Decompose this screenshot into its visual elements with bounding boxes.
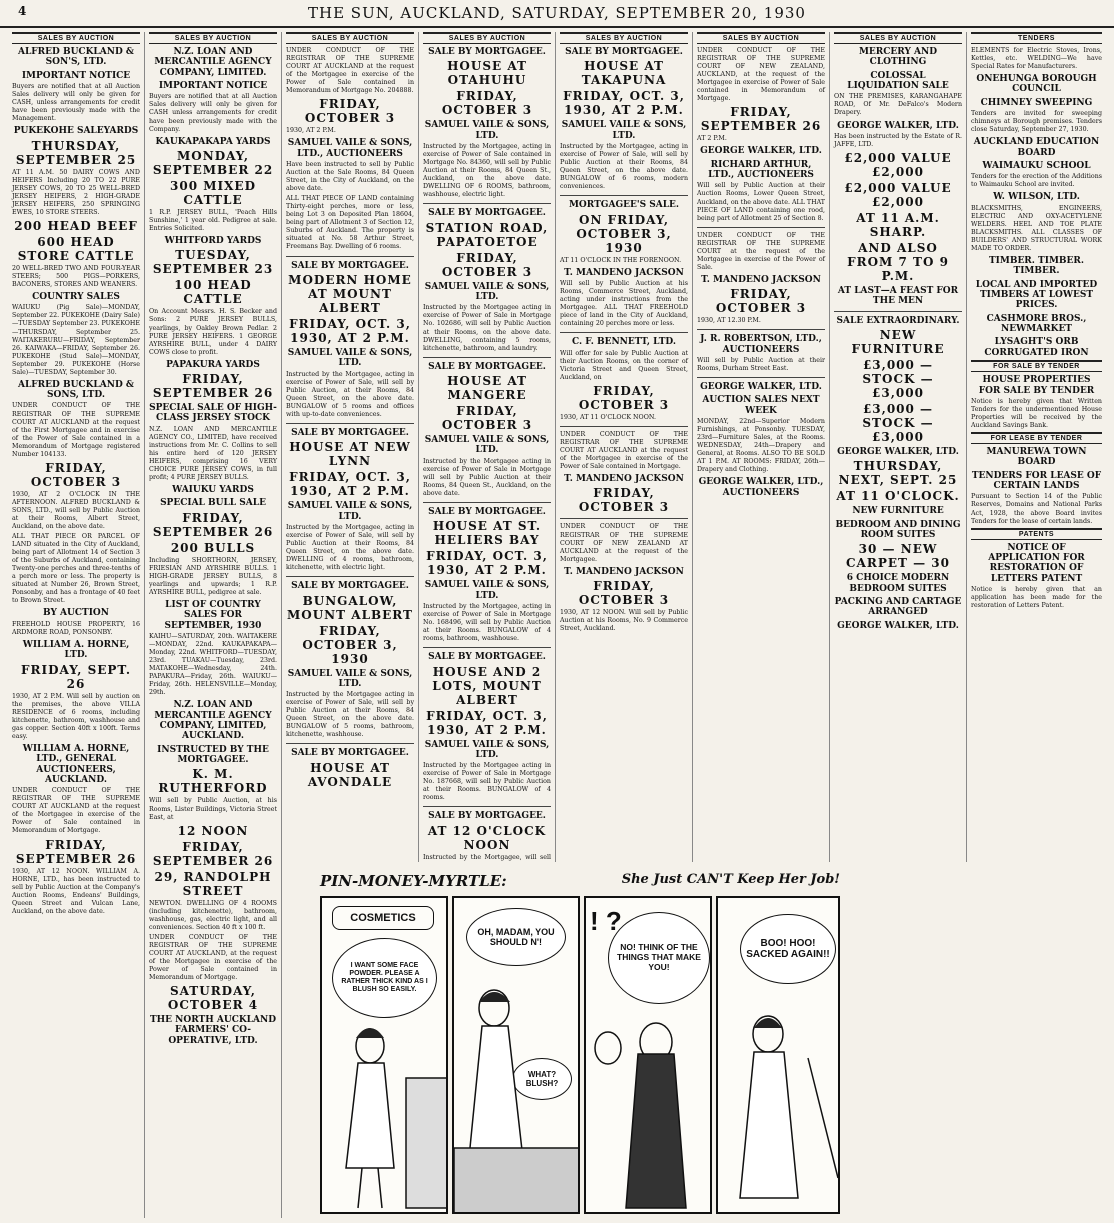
ad-body-text: Tenders are invited for sweeping chimneys at Borough premises. Tenders close Saturday, September 27, 1930. [971, 110, 1102, 134]
ad-display-line: HOUSE AT NEW LYNN [289, 440, 411, 469]
ad-body-text: Will sell by Public Auction at their Auction Rooms, Lower Queen Street, Auckland, on the above date. ALL THAT PIECE OF LAND containing one rood, being part of Allotment 25 of Section 8. [697, 182, 825, 222]
divider [286, 256, 414, 257]
section-header: SALES BY AUCTION [286, 32, 414, 44]
crying-girl-figure [718, 998, 840, 1213]
ad-body-text: Has been instructed by the Estate of R. JAFFE, LTD. [834, 132, 962, 148]
ad-heading: SALE BY MORTGAGEE. [291, 748, 409, 759]
ad-display-line: FRIDAY, OCTOBER 3 [441, 250, 533, 279]
ad-heading: ONEHUNGA BOROUGH COUNCIL [976, 74, 1097, 95]
divider [560, 195, 688, 196]
section-header: SALES BY AUCTION [560, 32, 688, 44]
ad-display-line: 200 BULLS [170, 540, 256, 555]
ad-display-line: AT 12 O'CLOCK NOON [427, 823, 547, 852]
ad-display-line: FRIDAY, SEPTEMBER 26 [700, 105, 822, 134]
ad-body-text: UNDER CONDUCT OF THE REGISTRAR OF THE SUPREME COURT OF NEW ZEALAND, AUCKLAND, at the request of the Mortgagee in exercise of Power of Sale contained in Memorandum of Mortgage. [697, 47, 825, 103]
ad-display-line: 30 — NEW CARPET — 30 [846, 542, 950, 571]
ad-body-text: N.Z. LOAN AND MERCANTILE AGENCY CO., LIMITED, have received instructions from Mr. C. Collins to sell his entire herd of 120 JERSEY HEIFERS, comprising 16 VERY CHOICE PURE JERSEY COWS, in full profit; 4 PURE JERSEY BULLS. [149, 425, 277, 482]
column-5 [556, 32, 693, 862]
ad-heading: SALE EXTRAORDINARY. [836, 315, 960, 326]
ad-heading: 6 CHOICE MODERN BEDROOM SUITES [846, 573, 950, 594]
section-header: SALES BY AUCTION [12, 32, 140, 44]
ad-body-text: UNDER CONDUCT OF THE REGISTRAR OF THE SUPREME COURT AT AUCKLAND, at the request of the Mortgagee in exercise of the Power of Sale contained in Memorandum of Mortgage. [149, 933, 277, 982]
shop-girl-figure [454, 968, 580, 1213]
ad-heading: N.Z. LOAN AND MERCANTILE AGENCY COMPANY, LIMITED. [154, 47, 272, 78]
ad-heading: MERCERY AND CLOTHING [858, 47, 938, 68]
ad-heading: CASHMORE BROS., NEWMARKET [986, 313, 1087, 335]
ad-heading: BEDROOM AND DINING ROOM SUITES [835, 519, 961, 541]
ad-heading: IMPORTANT NOTICE [158, 81, 268, 92]
divider [423, 203, 551, 204]
ad-heading: SAMUEL VAILE & SONS, LTD. [424, 120, 550, 141]
ad-display-line: AT 11 A.M. SHARP. [856, 210, 940, 239]
ad-heading: SAMUEL VAILE & SONS, LTD. [424, 739, 550, 760]
manager-figure [586, 1008, 712, 1213]
ad-body-text: ALL THAT PIECE OR PARCEL OF LAND situated in the City of Auckland, being part of Allotment 14 of Section 3 of the Suburbs of Auckland, containing Twenty-one perches and three-tenths of a perch more or less. The property is situated at Number 26, Brown Street, Ponsonby, and has a frontage of 40 feet to Brown Street. [12, 533, 140, 605]
ad-heading: SAMUEL VAILE & SONS, LTD. [424, 435, 550, 456]
ad-body-text: Instructed by the Mortgagee, will sell [423, 853, 551, 861]
speech-bubble: BOO! HOO! SACKED AGAIN!! [740, 914, 836, 984]
comic-panel-4 [716, 896, 840, 1214]
ad-heading: T. MANDENO JACKSON [564, 267, 684, 278]
ad-display-line: FRIDAY, OCTOBER 3, 1930 [302, 623, 398, 666]
divider [423, 502, 551, 503]
section-header: SALES BY AUCTION [834, 32, 962, 44]
ad-heading: T. MANDENO JACKSON [564, 566, 684, 577]
ad-body-text: Notice is hereby given that an application has been made for the restoration of Letters Patent. [971, 585, 1102, 610]
section-header: SALES BY AUCTION [697, 32, 825, 44]
divider [697, 227, 825, 228]
section-header: PATENTS [971, 528, 1102, 540]
ad-heading: ALFRED BUCKLAND & SONS, LTD. [17, 379, 135, 401]
ad-body-text: BLACKSMITHS, ENGINEERS, ELECTRIC AND OXY-ACETYLENE WELDERS. HEEL AND TOE PLATE BLACKSMITHS. ALL CLASSES OF BUILDERS' AND STRUCTURAL WORK MADE TO ORDER. [971, 204, 1102, 253]
ad-display-line: 12 NOON [177, 823, 249, 838]
ad-heading: J. R. ROBERTSON, LTD., AUCTIONEERS [700, 334, 822, 355]
ad-body-text: Instructed by the Mortgagee, acting in exercise of Power of Sale, will sell by Public Auction at their Rooms, 84 Queen Street, on the above date. DWELLING of 4 rooms, bathroom, kitchenette, with electric light. [286, 523, 414, 572]
ad-body-text: Have been instructed to sell by Public Auction at the Sale Rooms, 84 Queen Street, in the City of Auckland, on the above date. [286, 161, 414, 193]
section-header: SALES BY AUCTION [149, 32, 277, 44]
ad-display-line: THURSDAY, SEPTEMBER 25 [15, 138, 137, 167]
section-header: FOR LEASE BY TENDER [971, 432, 1102, 444]
ad-display-line: HOUSE AND 2 LOTS, MOUNT ALBERT [432, 664, 542, 707]
ad-body-text: Including SHORTHORN, JERSEY, FRIESIAN AND AYRSHIRE BULLS. 1 HIGH-GRADE JERSEY BULLS, 8 yearlings and upwards; 1 R.P. AYRSHIRE BULL, pedigree at sale. [149, 556, 277, 596]
ad-body-text: Buyers are notified that at all Auction Sales delivery will only be given for CASH unless arrangements for credit have been previously made with the Company. [149, 93, 277, 133]
ad-heading: BY AUCTION [43, 608, 109, 619]
ad-heading: AUCTION SALES NEXT WEEK [702, 395, 820, 416]
ad-body-text: Buyers are notified that at all Auction Sales delivery will only be given for CASH, unless arrangements for credit have been previously made with the Management. [12, 83, 140, 123]
ad-heading: SALE BY MORTGAGEE. [428, 208, 546, 219]
ad-heading: SAMUEL VAILE & SONS, LTD. [424, 281, 550, 303]
ad-body-text: AT 2 P.M. [697, 135, 727, 143]
ad-heading: COUNTRY SALES [32, 292, 120, 303]
ad-body-text: Instructed by the Mortgagee, acting in exercise of Power of Sale in Mortgage No. 168496, will sell by Public Auction at their Rooms. BUNGALOW of 4 rooms, bathroom, washhouse. [423, 602, 551, 643]
ad-body-text: FREEHOLD HOUSE PROPERTY, 16 ARDMORE ROAD, PONSONBY. [12, 620, 140, 636]
section-header: SALES BY AUCTION [423, 32, 551, 44]
ad-display-line: FRIDAY, OCTOBER 3 [441, 404, 533, 433]
comic-panel-2 [452, 896, 580, 1214]
ad-heading: GEORGE WALKER, LTD. [700, 382, 822, 393]
ad-heading: SALE BY MORTGAGEE. [428, 47, 546, 57]
ad-body-text: ELEMENTS for Electric Stoves, Irons, Kettles, etc. WELDING—We have Special Rates for Manufacturers. [971, 47, 1102, 71]
ad-heading: AUCKLAND EDUCATION BOARD [973, 137, 1100, 158]
newspaper-title: THE SUN, AUCKLAND, SATURDAY, SEPTEMBER 20, 1930 [308, 4, 806, 22]
ad-display-line: FRIDAY, OCTOBER 3 [578, 579, 670, 608]
ad-body-text: UNDER CONDUCT OF THE REGISTRAR OF THE SUPREME COURT OF NEW ZEALAND AT AUCKLAND at the request of the Mortgagee. [560, 523, 688, 563]
ad-display-line: FRIDAY, OCTOBER 3 [30, 460, 122, 489]
ad-body-text: Notice is hereby given that Written Tenders for the undermentioned House Properties will be received by the Auckland Savings Bank. [971, 397, 1102, 429]
ad-body-text: Will sell by Public Auction at his Rooms, Commerce Street, Auckland, acting under instructions from the Mortgagee. ALL THAT FREEHOLD piece of land in the City of Auckland, containing 20 perches more or less. [560, 280, 688, 328]
ad-display-line: HOUSE AT TAKAPUNA [581, 59, 667, 88]
ad-display-line: STATION ROAD, PAPATOETOE [425, 220, 549, 249]
ad-display-line: HOUSE AT OTAHUHU [447, 59, 527, 88]
ad-heading: HOUSE PROPERTIES FOR SALE BY TENDER [978, 375, 1095, 396]
ad-body-text: UNDER CONDUCT OF THE REGISTRAR OF THE SUPREME COURT AT AUCKLAND at the request of the Mortgagee in exercise of the Power of Sale contained in Mortgage. [560, 430, 688, 471]
ad-body-text: Instructed by the Mortgagee, acting in exercise of Power of Sale contained in Mortgage No. 84360, will sell by Public Auction at their Rooms, 84 Queen St., Auckland, on the above date. DWELLING OF 6 ROOMS, bathroom, washhouse, electric light. [423, 143, 551, 199]
ad-body-text: ON THE PREMISES, KARANGAHAPE ROAD, Of Mr. DeFalco's Modern Drapery. [834, 93, 962, 117]
divider [560, 518, 688, 519]
ad-body-text: UNDER CONDUCT OF THE REGISTRAR OF THE SUPREME COURT AT AUCKLAND at the request of the Mortgagee in exercise of the Power of Sale contained in Memorandum of Mortgage No. 204888. [286, 47, 414, 95]
ad-body-text: 1930, AT 12 NOON. WILLIAM A. HORNE, LTD., has been instructed to sell by Public Auction at the Company's Auction Rooms, Endeans' Buildings, Queen Street and Vulcan Lane, Auckland, on the above date. [12, 867, 140, 915]
ad-display-line: FRIDAY, OCT. 3, 1930, AT 2 P.M. [289, 316, 411, 345]
ad-heading: IMPORTANT NOTICE [21, 70, 131, 81]
ad-heading: SAMUEL VAILE & SONS, LTD. [287, 668, 413, 689]
ad-heading: WHITFORD YARDS [164, 236, 262, 247]
comic-title: PIN-MONEY-MYRTLE: [320, 872, 507, 890]
ad-display-line: £2,000 VALUE £2,000 [844, 150, 952, 179]
ad-display-line: FRIDAY, SEPT. 26 [21, 662, 131, 691]
divider [697, 329, 825, 330]
ad-display-line: AT 11 O'CLOCK. [836, 489, 960, 504]
ad-heading: SALE BY MORTGAGEE. [428, 506, 546, 517]
exclamation-icon: ! ? [590, 906, 622, 936]
ad-heading: CHIMNEY SWEEPING [980, 97, 1093, 108]
speech-bubble: I WANT SOME FACE POWDER. PLEASE A RATHER THICK KIND AS I BLUSH SO EASILY. [332, 938, 437, 1018]
ad-heading: TENDERS FOR LEASE OF CERTAIN LANDS [971, 470, 1102, 492]
page-number: 4 [18, 4, 27, 18]
ad-heading: SALE BY MORTGAGEE. [291, 260, 409, 271]
divider [286, 576, 414, 577]
ad-heading: SAMUEL VAILE & SONS, LTD. [287, 501, 413, 522]
ad-display-line: MONDAY, SEPTEMBER 22 [152, 148, 274, 177]
ad-heading: THE NORTH AUCKLAND FARMERS' CO-OPERATIVE, LTD. [149, 1015, 277, 1046]
ad-heading: NEW FURNITURE [852, 506, 944, 517]
ad-display-line: FRIDAY, OCT. 3, 1930, AT 2 P.M. [563, 89, 685, 118]
ad-display-line: £2,000 VALUE £2,000 [844, 180, 952, 209]
ad-body-text: AT 11 A.M. 50 DAIRY COWS AND HEIFERS Including 20 TO 22 PURE JERSEY COWS, 20 TO 25 WELL-BRED JERSEY HEIFERS, 2 HIGH-GRADE JERSEY HEIFERS, 250 SPRINGING EWES, 10 STORE STEERS. [12, 168, 140, 216]
ad-display-line: 300 MIXED CATTLE [170, 178, 256, 207]
ad-heading: GEORGE WALKER, LTD., AUCTIONEERS [698, 477, 824, 498]
ad-heading: GEORGE WALKER, LTD. [837, 120, 959, 131]
divider [423, 357, 551, 358]
divider [697, 377, 825, 378]
column-3 [282, 32, 419, 862]
ad-heading: MANUREWA TOWN BOARD [986, 447, 1087, 468]
ad-body-text: Pursuant to Section 14 of the Public Reserves, Domains and National Parks Act, 1928, the above Board invites Tenders for the lease of certain lands. [971, 493, 1102, 525]
ad-heading: PAPAKURA YARDS [166, 359, 260, 370]
speech-bubble: OH, MADAM, YOU SHOULD N'! [466, 908, 566, 966]
ad-heading: SALE BY MORTGAGEE. [428, 811, 546, 822]
ad-heading: TIMBER. TIMBER. TIMBER. [988, 256, 1085, 277]
ad-display-line: FRIDAY, OCTOBER 3 [578, 486, 670, 515]
ad-heading: WAIUKU YARDS [172, 485, 254, 496]
ad-heading: SPECIAL BULL SALE [160, 498, 266, 509]
ad-body-text: Instructed by the Mortgagee acting in exercise of Power of Sale in Mortgage will sell by Public Auction at their Rooms, 84 Queen St., Auckland, on the above date. [423, 457, 551, 497]
comic-panel-3 [584, 896, 712, 1214]
ad-heading: SALE BY MORTGAGEE. [565, 47, 683, 57]
ad-body-text: 1930, AT 2 O'CLOCK IN THE AFTERNOON. ALFRED BUCKLAND & SONS, LTD., will sell by Public Auction at their Rooms, Albert Street, Auckland, on the above date. [12, 490, 140, 530]
divider [560, 332, 688, 333]
ad-heading: LIST OF COUNTRY SALES FOR SEPTEMBER, 1930 [164, 600, 262, 631]
divider [286, 743, 414, 744]
ad-body-text: 1930, AT 12 NOON. Will sell by Public Auction at his Rooms, No. 9 Commerce Street, Auckland. [560, 609, 688, 633]
comic-subtitle: She Just CAN'T Keep Her Job! [621, 872, 840, 887]
column-7 [830, 32, 967, 862]
column-8 [967, 32, 1106, 1218]
ad-heading: SAMUEL VAILE & SONS, LTD., AUCTIONEERS [287, 138, 413, 159]
ad-heading: C. F. BENNETT, LTD. [571, 337, 677, 348]
ad-heading: WILLIAM A. HORNE, LTD., GENERAL AUCTIONEERS, AUCKLAND. [22, 743, 130, 785]
ad-body-text: Instructed by the Mortgagee acting in exercise of Power of Sale in Mortgage No. 102686, will sell by Public Auction at their Rooms, on the above date. DWELLING, containing 5 rooms, kitchenette, bathroom, and laundry. [423, 304, 551, 352]
ad-display-line: NEW FURNITURE [851, 327, 945, 356]
column-2 [145, 32, 282, 1218]
ad-display-line: AND ALSO FROM 7 TO 9 P.M. [847, 240, 949, 283]
section-header: FOR SALE BY TENDER [971, 360, 1102, 372]
ad-body-text: UNDER CONDUCT OF THE REGISTRAR OF THE SUPREME COURT AT AUCKLAND at the request of the Mortgagee in exercise of the Power of Sale contained in Memorandum of Mortgage. [12, 787, 140, 835]
ad-display-line: BUNGALOW, MOUNT ALBERT [286, 593, 413, 622]
ad-body-text: 1930, AT 2 P.M. Will sell by auction on the premises, the above VILLA RESIDENCE of 6 rooms, including kitchenette, bathroom, washhouse and gas copper. Section 40ft x 100ft. Terms easy. [12, 692, 140, 740]
ad-display-line: £3,000 — STOCK — £3,000 [862, 401, 934, 444]
ad-display-line: FRIDAY, OCTOBER 3 [304, 97, 396, 126]
ad-heading: ALFRED BUCKLAND & SON'S, LTD. [17, 47, 135, 68]
ad-heading: KAUKAPAKAPA YARDS [155, 136, 271, 147]
column-1 [8, 32, 145, 1218]
ad-body-text: 1 R.P. JERSEY BULL, 'Peach Hills Sunshine,' 1 year old. Pedigree at sale. Entries Solicited. [149, 208, 277, 233]
ad-display-line: FRIDAY, OCTOBER 3 [578, 383, 670, 412]
ad-display-line: FRIDAY, OCT. 3, 1930, AT 2 P.M. [289, 470, 411, 499]
ad-body-text: MONDAY, 22nd—Superior Modern Furnishings, at Ponsonby. TUESDAY, 23rd—Furniture Sales, at the Rooms. WEDNESDAY, 24th—Drapery and General, at Rooms. ALSO TO BE SOLD AT 1 P.M. AT ROOMS: FRIDAY, 26th—Drapery and Clothing. [697, 418, 825, 474]
column-4 [419, 32, 556, 862]
ad-display-line: K. M. RUTHERFORD [158, 767, 268, 796]
divider [834, 311, 962, 312]
ad-body-text: Instructed by the Mortgagee acting in exercise of Power of Sale, will sell by Public Auction at their Rooms, 84 Queen Street, on the above date. BUNGALOW of 5 rooms, bathroom, kitchenette, washhouse. [286, 691, 414, 739]
ad-body-text: 1930, AT 2 P.M. [286, 127, 336, 135]
ad-heading: COLOSSAL LIQUIDATION SALE [847, 70, 949, 92]
speech-bubble: NO! THINK OF THE THINGS THAT MAKE YOU! [608, 912, 710, 1004]
divider [423, 806, 551, 807]
ad-heading: LOCAL AND IMPORTED TIMBERS AT LOWEST PRICES. [975, 279, 1098, 311]
ad-display-line: 29, RANDOLPH STREET [154, 869, 272, 898]
comic-panel-1 [320, 896, 448, 1214]
speech-bubble-small: WHAT? BLUSH? [512, 1058, 572, 1100]
ad-display-line: FRIDAY, SEPTEMBER 26 [152, 372, 274, 401]
ad-body-text: 1930, AT 11 O'CLOCK NOON. [560, 413, 656, 421]
ad-body-text: 1930, AT 12.30 P.M. [697, 317, 761, 325]
ad-heading: LYSAGHT'S ORB CORRUGATED IRON [984, 337, 1089, 358]
cosmetics-sign: COSMETICS [332, 906, 434, 930]
ad-heading: WILLIAM A. HORNE, LTD. [22, 639, 130, 661]
ad-body-text: KAIHU—SATURDAY, 20th. WAITAKERE—MONDAY, 22nd. KAUKAPAKAPA—Monday, 22nd. WHITFORD—TUESDAY, 23rd. TUAKAU—Tuesday, 23rd. MATAKOHE—Wednesday, 24th. PAPAKURA—Friday, 26th. WAIUKU—Friday, 26th. HELENSVILLE—Monday, 29th. [149, 633, 277, 697]
ad-body-text: UNDER CONDUCT OF THE REGISTRAR OF THE SUPREME COURT AT AUCKLAND at the request of the First Mortgagee and in exercise of the Power of Sale contained in a Memorandum of Mortgage registered Number 104133. [12, 402, 140, 458]
ad-display-line: £3,000 — STOCK — £3,000 [862, 357, 934, 400]
ad-display-line: HOUSE AT AVONDALE [307, 760, 393, 789]
ad-heading: GEORGE WALKER, LTD. [700, 146, 822, 157]
ad-heading: MORTGAGEE'S SALE. [568, 200, 680, 211]
ad-heading: GEORGE WALKER, LTD. [837, 446, 959, 457]
comic-strip [320, 868, 840, 1218]
divider [423, 647, 551, 648]
ad-display-line: THURSDAY, NEXT, SEPT. 25 [838, 459, 958, 488]
ad-heading: W. WILSON, LTD. [993, 192, 1080, 203]
ad-heading: SPECIAL SALE OF HIGH-CLASS JERSEY STOCK [149, 403, 277, 424]
ad-heading: GEORGE WALKER, LTD. [837, 620, 959, 631]
ad-body-text: WAIUKU (Pig Sale)—MONDAY, September 22. PUKEKOHE (Dairy Sale)—TUESDAY September 23. PUKEKOHE—THURSDAY, September 25. WAITAKERURU—FRIDAY, September 26. KAIWAKA—FRIDAY, September 26. PUKEKOHE (Stud Sale)—MONDAY, September 29. PUKEKOHE (Horse Sale)—TUESDAY, September 30. [12, 304, 140, 376]
ad-heading: NOTICE OF APPLICATION FOR RESTORATION OF LETTERS PATENT [988, 542, 1085, 584]
ad-display-line: FRIDAY, OCTOBER 3 [715, 287, 807, 316]
ad-display-line: 100 HEAD CATTLE [174, 278, 252, 307]
ad-body-text: On Account Messrs. H. S. Becker and Sons: 2 PURE JERSEY BULLS, yearlings, by Oakley Brown Pedlar. 2 PURE JERSEY HEIFERS. 1 GEORGE AYRSHIRE BULL, under 4 DAIRY COWS close to profit. [149, 308, 277, 356]
ad-body-text: ALL THAT PIECE OF LAND containing Thirty-eight perches, more or less, being Lot 3 on Deposited Plan 18604, being part of Allotment 3 of Section 12, Suburbs of Auckland. The property is situated at No. 58 Arthur Street, Freemans Bay. Dwelling of 6 rooms. [286, 195, 414, 251]
ad-body-text: Will sell by Public Auction at their Rooms, Durham Street East. [697, 356, 825, 372]
ad-heading: RICHARD ARTHUR, LTD., AUCTIONEERS [708, 159, 814, 181]
ad-heading: PACKING AND CARTAGE ARRANGED [834, 597, 962, 618]
ad-heading: PUKEKOHE SALEYARDS [13, 126, 139, 137]
ad-heading: SAMUEL VAILE & SONS, LTD. [424, 580, 550, 601]
customer-figure [322, 1018, 448, 1213]
ad-display-line: FRIDAY, SEPTEMBER 26 [152, 510, 274, 539]
ad-heading: SALE BY MORTGAGEE. [428, 361, 546, 372]
ad-heading: SAMUEL VAILE & SONS, LTD. [287, 347, 413, 369]
section-header: TENDERS [971, 32, 1102, 44]
ad-heading: N.Z. LOAN AND MERCANTILE AGENCY COMPANY, LIMITED, AUCKLAND. [154, 700, 272, 742]
ad-display-line: ON FRIDAY, OCTOBER 3, 1930 [576, 212, 672, 255]
ad-display-line: HOUSE AT MANGERE [447, 374, 527, 403]
ad-body-text: UNDER CONDUCT OF THE REGISTRAR OF THE SUPREME COURT at the request of the Mortgagee in exercise of the Power of Sale. [697, 231, 825, 271]
ad-body-text: Instructed by the Mortgagee, acting in exercise of Power of Sale, will sell by Public Auction at their Rooms, 84 Queen Street, on the above date. BUNGALOW of 6 rooms, modern conveniences. [560, 143, 688, 191]
ad-body-text: Will sell by Public Auction, at his Rooms, Lister Buildings, Victoria Street East, at [149, 797, 277, 821]
ad-heading: SALE BY MORTGAGEE. [291, 581, 409, 592]
ad-display-line: 200 HEAD BEEF [14, 218, 138, 233]
ad-heading: WAIMAUKU SCHOOL [982, 161, 1091, 171]
ad-heading: T. MANDENO JACKSON [701, 274, 821, 285]
ad-body-text: Instructed by the Mortgagee acting in exercise of Power of Sale in Mortgage No. 187668, will sell by Public Auction at their Rooms. BUNGALOW of 4 rooms. [423, 762, 551, 802]
ad-display-line: 600 HEAD STORE CATTLE [17, 234, 135, 263]
ad-body-text: AT 11 O'CLOCK IN THE FORENOON. [560, 256, 682, 264]
ad-body-text: Will offer for sale by Public Auction at their Auction Rooms, on the corner of Victoria Street and Queen Street, Auckland, on [560, 349, 688, 381]
ad-heading: SALE BY MORTGAGEE. [428, 652, 546, 663]
ad-display-line: FRIDAY, OCT. 3, 1930, AT 2 P.M. [426, 708, 548, 737]
ad-heading: SAMUEL VAILE & SONS, LTD. [561, 120, 687, 141]
ad-display-line: FRIDAY, OCTOBER 3 [441, 89, 533, 118]
ad-display-line: MODERN HOME AT MOUNT ALBERT [288, 272, 412, 315]
ad-body-text: Tenders for the erection of the Additions to Waimauku School are invited. [971, 173, 1102, 189]
ad-display-line: FRIDAY, OCT. 3, 1930, AT 2 P.M. [426, 549, 548, 578]
divider [560, 426, 688, 427]
ad-display-line: FRIDAY, SEPTEMBER 26 [15, 837, 137, 866]
ad-heading: T. MANDENO JACKSON [564, 474, 684, 485]
ad-display-line: SATURDAY, OCTOBER 4 [167, 984, 259, 1013]
divider [286, 423, 414, 424]
ad-display-line: FRIDAY, SEPTEMBER 26 [152, 839, 274, 868]
ad-body-text: NEWTON. DWELLING OF 4 ROOMS (including kitchenette), bathroom, washhouse, gas, electric light, and all conveniences. Section 40 ft x 100 ft. [149, 899, 277, 931]
ad-heading: AT LAST—A FEAST FOR THE MEN [837, 285, 959, 307]
ad-display-line: HOUSE AT ST. HELIERS BAY [432, 519, 542, 548]
masthead [0, 0, 1114, 28]
ad-display-line: TUESDAY, SEPTEMBER 23 [152, 248, 274, 277]
ad-body-text: Instructed by the Mortgagee, acting in exercise of Power of Sale, will sell by Public Auction, at their Rooms, 84 Queen Street, on the above date. BUNGALOW of 5 rooms and offices with up-to-date conveniences. [286, 370, 414, 418]
ad-heading: INSTRUCTED BY THE MORTGAGEE. [157, 744, 269, 766]
column-6 [693, 32, 830, 862]
ad-heading: SALE BY MORTGAGEE. [291, 427, 409, 438]
ad-body-text: 20 WELL-BRED TWO AND FOUR-YEAR STEERS; 500 PIGS—PORKERS, BACONERS, STORES AND WEANERS. [12, 264, 140, 288]
